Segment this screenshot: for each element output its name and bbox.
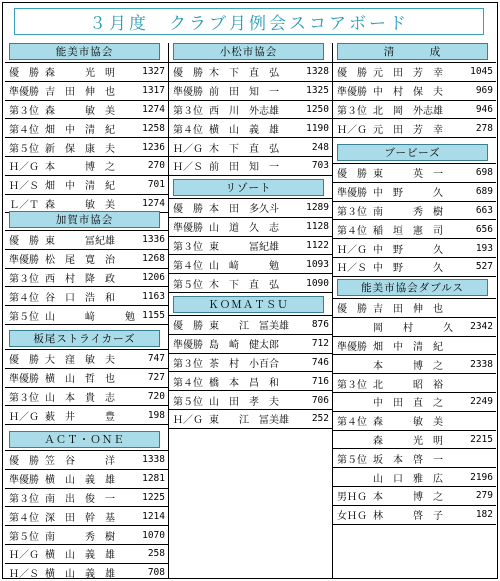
cell-name: 島 崎 健太郎 [209,340,279,352]
cell-score: 716 [311,375,329,387]
table-row [5,470,168,489]
cell-score: 1328 [306,66,329,78]
score-table [5,349,168,425]
table-row [169,410,332,429]
table-row [5,269,168,288]
cell-rank: 優 勝 [173,68,203,80]
cell-rank: 準優勝 [173,223,203,235]
cell-score: 2249 [470,396,493,408]
cell-score: 2338 [470,358,493,370]
cell-rank: 準優勝 [9,374,39,386]
table-row [169,354,332,373]
cell-score: 706 [311,394,329,406]
section-header: 清 成 [337,43,488,60]
table-row [5,526,168,545]
table-row [333,431,496,450]
cell-score: 1336 [142,234,165,246]
cell-score: 712 [311,338,329,350]
score-table [5,450,168,581]
cell-score: 1325 [306,85,329,97]
cell-name: 中 村 保 夫 [373,87,443,99]
cell-score: 1225 [142,491,165,503]
table-row [5,507,168,526]
cell-rank: 優 勝 [9,68,39,80]
cell-rank: 優 勝 [173,321,203,333]
table-row [169,101,332,120]
table-row [333,337,496,356]
cell-rank: 準優勝 [9,475,39,487]
table-row [333,202,496,221]
cell-rank: Ｈ／Ｇ [9,411,39,423]
cell-score: 698 [475,167,493,179]
cell-rank: 第３位 [337,105,367,117]
cell-name: 岡 村 久 [373,323,453,335]
section-header: ＡＣＴ・ＯＮＥ [9,431,160,448]
cell-rank: 第５位 [173,279,203,291]
table-row [333,506,496,525]
score-table [169,198,332,293]
cell-name: 中 野 久 [373,263,443,275]
cell-name: 横 山 義 雄 [45,550,115,562]
cell-rank: 第４位 [9,292,39,304]
cell-score: 1163 [142,290,165,302]
cell-name: 中 野 久 [373,188,443,200]
cell-name: 森 敏 美 [45,105,115,117]
cell-rank: 第３位 [9,493,39,505]
table-row [5,231,168,250]
cell-rank: Ｈ／Ｇ [9,550,39,562]
cell-rank: 優 勝 [9,355,39,367]
section-header: 能美市協会 [9,43,160,60]
table-row [169,372,332,391]
cell-name: 東 江 冨美雄 [209,415,289,427]
section-boobies [333,144,496,277]
section-nomi [5,43,168,213]
section-komatsu [169,296,332,429]
cell-rank: Ｈ／Ｇ [337,244,367,256]
cell-score: 1122 [306,239,329,251]
cell-name: 山 道 久 志 [209,223,279,235]
page-title-bar [14,8,484,35]
cell-score: 1327 [142,66,165,78]
cell-name: 本 博 之 [373,360,443,372]
table-row [169,138,332,157]
cell-score: 708 [147,567,165,579]
cell-name: 中 田 直 之 [373,398,443,410]
section-header: 能美市協会ダブルス [337,279,488,296]
cell-name: 西 川 外志雄 [209,105,279,117]
section-header: 加賀市協会 [9,211,160,228]
table-row [5,489,168,508]
cell-name: 北 岡 外志雄 [373,105,443,117]
cell-name: 横 山 義 雄 [209,124,279,136]
table-row [333,63,496,82]
cell-rank: Ｈ／Ｇ [337,124,367,136]
cell-score: 1274 [142,103,165,115]
cell-score: 1214 [142,510,165,522]
section-kaga [5,211,168,325]
cell-name: 南 秀 樹 [45,531,115,543]
cell-score: 270 [147,160,165,172]
cell-name: 橋 本 昌 和 [209,377,279,389]
cell-score: 2196 [470,471,493,483]
table-row [5,176,168,195]
cell-score: 1268 [142,253,165,265]
score-table [333,163,496,277]
cell-score: 727 [147,372,165,384]
cell-rank: 準優勝 [173,340,203,352]
cell-name: 本 田 多久斗 [209,204,279,216]
cell-name: 深 田 幹 基 [45,512,115,524]
section-header: 板尾ストライカーズ [9,330,160,347]
cell-rank: Ｈ／Ｓ [9,569,39,581]
table-row [333,374,496,393]
cell-rank: Ｌ／Ｔ [9,199,39,211]
cell-score: 1258 [142,122,165,134]
cell-score: 198 [147,409,165,421]
table-row [169,316,332,335]
cell-name: 大 窪 敏 夫 [45,355,115,367]
page-title: ３月度 クラブ月例会スコアボード [89,14,409,34]
cell-rank: 第３位 [173,241,203,253]
cell-score: 1317 [142,85,165,97]
cell-rank: 第３位 [337,206,367,218]
cell-name: 山 﨑 勉 [45,311,135,323]
table-row [169,335,332,354]
score-table [333,62,496,138]
cell-name: 本 博 之 [373,492,443,504]
cell-score: 701 [147,179,165,191]
cell-name: 中 野 久 [373,244,443,256]
table-row [5,564,168,581]
cell-rank: 優 勝 [9,236,39,248]
table-row [333,318,496,337]
cell-name: 畑 中 清 紀 [45,124,115,136]
cell-name: 稲 垣 憲 司 [373,225,443,237]
table-row [333,101,496,120]
cell-rank: 第４位 [9,124,39,136]
cell-name: 茶 村 小百合 [209,358,279,370]
cell-score: 279 [475,490,493,502]
cell-rank: Ｈ／Ｓ [173,162,203,174]
cell-rank: 優 勝 [9,456,39,468]
cell-name: 木 下 直 弘 [209,279,279,291]
cell-name: 吉 田 伸 也 [373,304,443,316]
table-row [169,119,332,138]
cell-name: 横 山 義 雄 [45,475,115,487]
cell-rank: 第５位 [9,143,39,155]
cell-rank: Ｈ／Ｇ [173,143,203,155]
cell-name: 前 田 知 一 [209,87,279,99]
score-table [169,315,332,429]
cell-score: 969 [475,85,493,97]
table-row [169,157,332,176]
cell-rank: Ｈ／Ｓ [337,263,367,275]
section-actone [5,431,168,581]
table-row [333,220,496,239]
cell-score: 1281 [142,473,165,485]
table-row [5,138,168,157]
table-row [333,183,496,202]
score-table [333,298,496,525]
cell-rank: 優 勝 [173,204,203,216]
cell-name: 林 啓 子 [373,511,443,523]
table-row [333,258,496,277]
cell-score: 527 [475,261,493,273]
cell-rank: Ｈ／Ｇ [173,415,203,427]
table-row [5,287,168,306]
table-row [333,239,496,258]
cell-name: 吉 田 伸 也 [45,87,115,99]
cell-name: 新 保 康 夫 [45,143,115,155]
table-row [169,274,332,293]
cell-name: 東 江 冨美雄 [209,321,289,333]
cell-score: 193 [475,242,493,254]
cell-name: 横 山 義 雄 [45,569,115,581]
table-row [5,101,168,120]
table-row [169,218,332,237]
cell-score: 1190 [306,122,329,134]
score-table [5,62,168,213]
cell-rank: 優 勝 [337,68,367,80]
cell-score: 1236 [142,141,165,153]
cell-score: 720 [147,390,165,402]
table-row [169,82,332,101]
table-row [333,487,496,506]
table-row [333,393,496,412]
cell-score: 1070 [142,529,165,541]
table-row [333,355,496,374]
cell-name: 木 下 直 弘 [209,143,279,155]
cell-name: 横 山 哲 也 [45,374,115,386]
cell-score: 663 [475,204,493,216]
cell-name: 西 村 降 政 [45,273,115,285]
cell-rank: 第４位 [337,417,367,429]
cell-score: 876 [311,319,329,331]
cell-name: 南 出 俊 一 [45,493,115,505]
cell-score: 946 [475,103,493,115]
cell-score: 2342 [470,321,493,333]
cell-rank: Ｈ／Ｓ [9,181,39,193]
section-nomi-doubles [333,279,496,525]
cell-score: 746 [311,356,329,368]
cell-rank: 女ＨＧ [337,511,367,523]
table-row [5,63,168,82]
cell-rank: 第３位 [9,105,39,117]
table-row [169,391,332,410]
cell-score: 1274 [142,197,165,209]
section-header: 小松市協会 [173,43,324,60]
cell-name: 南 秀 樹 [373,206,443,218]
cell-rank: 優 勝 [337,169,367,181]
table-row [333,164,496,183]
cell-score: 1093 [306,258,329,270]
cell-rank: 第３位 [9,273,39,285]
cell-name: 東 英 一 [373,169,443,181]
cell-name: 山 田 孝 夫 [209,396,279,408]
cell-name: 畑 中 清 紀 [373,341,443,353]
table-row [5,119,168,138]
table-row [169,63,332,82]
score-table [169,62,332,176]
cell-rank: 準優勝 [9,255,39,267]
cell-name: 薮 井 豊 [45,411,115,423]
cell-rank: 優 勝 [337,304,367,316]
cell-score: 656 [475,223,493,235]
cell-score: 1338 [142,454,165,466]
table-row [333,412,496,431]
cell-rank: 第３位 [9,392,39,404]
cell-name: 森 光 明 [373,435,443,447]
section-header: リゾート [173,179,324,196]
cell-name: 森 光 明 [45,68,115,80]
cell-rank: 準優勝 [9,87,39,99]
cell-score: 1250 [306,103,329,115]
table-row [169,199,332,218]
cell-name: 東 冨紀雄 [45,236,115,248]
table-row [333,449,496,468]
cell-name: 北 昭 裕 [373,379,443,391]
section-itao [5,330,168,425]
cell-name: 山 本 貴 志 [45,392,115,404]
cell-name: 木 下 直 弘 [209,68,279,80]
cell-score: 1155 [142,309,165,321]
score-table [5,230,168,325]
table-row [169,237,332,256]
table-row [169,255,332,274]
cell-rank: 第４位 [173,124,203,136]
cell-score: 182 [475,509,493,521]
cell-name: 元 田 芳 幸 [373,68,443,80]
table-row [5,451,168,470]
table-row [333,119,496,138]
cell-score: 1128 [306,221,329,233]
cell-rank: 第５位 [9,311,39,323]
section-header: ブービーズ [337,144,488,161]
cell-score: 278 [475,122,493,134]
cell-rank: 第５位 [9,531,39,543]
cell-name: 坂 本 啓 一 [373,454,443,466]
cell-name: 松 尾 寛 治 [45,255,115,267]
cell-score: 1090 [306,277,329,289]
cell-name: 東 冨紀雄 [209,241,279,253]
cell-score: 252 [311,413,329,425]
cell-score: 1289 [306,202,329,214]
cell-score: 248 [311,141,329,153]
table-row [5,406,168,425]
cell-name: 前 田 知 一 [209,162,279,174]
section-komatsu-kyokai [169,43,332,176]
table-row [5,250,168,269]
cell-rank: 準優勝 [173,87,203,99]
cell-name: 森 敏 美 [373,417,443,429]
cell-score: 258 [147,548,165,560]
cell-rank: 第５位 [173,396,203,408]
cell-score: 703 [311,160,329,172]
cell-rank: 男ＨＧ [337,492,367,504]
cell-rank: 第４位 [9,512,39,524]
cell-rank: 第５位 [337,454,367,466]
cell-name: 畑 中 清 紀 [45,181,115,193]
cell-rank: 第４位 [337,225,367,237]
table-row [5,369,168,388]
cell-rank: 第３位 [173,358,203,370]
cell-name: 山 﨑 勉 [209,260,279,272]
table-row [5,388,168,407]
table-row [333,468,496,487]
table-row [5,545,168,564]
cell-score: 1206 [142,271,165,283]
cell-score: 747 [147,353,165,365]
cell-name: 笠 谷 洋 [45,456,115,468]
cell-rank: 第４位 [173,377,203,389]
cell-rank: 準優勝 [337,188,367,200]
cell-name: 谷 口 浩 和 [45,292,115,304]
cell-name: 山 口 雅 広 [373,473,443,485]
table-row [5,82,168,101]
cell-rank: Ｈ／Ｇ [9,162,39,174]
table-row [5,157,168,176]
table-row [333,299,496,318]
cell-name: 森 敏 美 [45,199,115,211]
table-row [5,306,168,325]
cell-rank: 準優勝 [337,87,367,99]
cell-score: 1045 [470,66,493,78]
cell-rank: 準優勝 [337,341,367,353]
cell-score: 689 [475,186,493,198]
section-header: ＫＯＭＡＴＳＵ [173,296,324,313]
cell-score: 2215 [470,433,493,445]
section-resort [169,179,332,293]
cell-rank: 第４位 [173,260,203,272]
cell-name: 本 博 之 [45,162,115,174]
section-seisei [333,43,496,138]
cell-name: 元 田 芳 幸 [373,124,443,136]
cell-rank: 第３位 [337,379,367,391]
table-row [333,82,496,101]
cell-rank: 第３位 [173,105,203,117]
table-row [5,350,168,369]
